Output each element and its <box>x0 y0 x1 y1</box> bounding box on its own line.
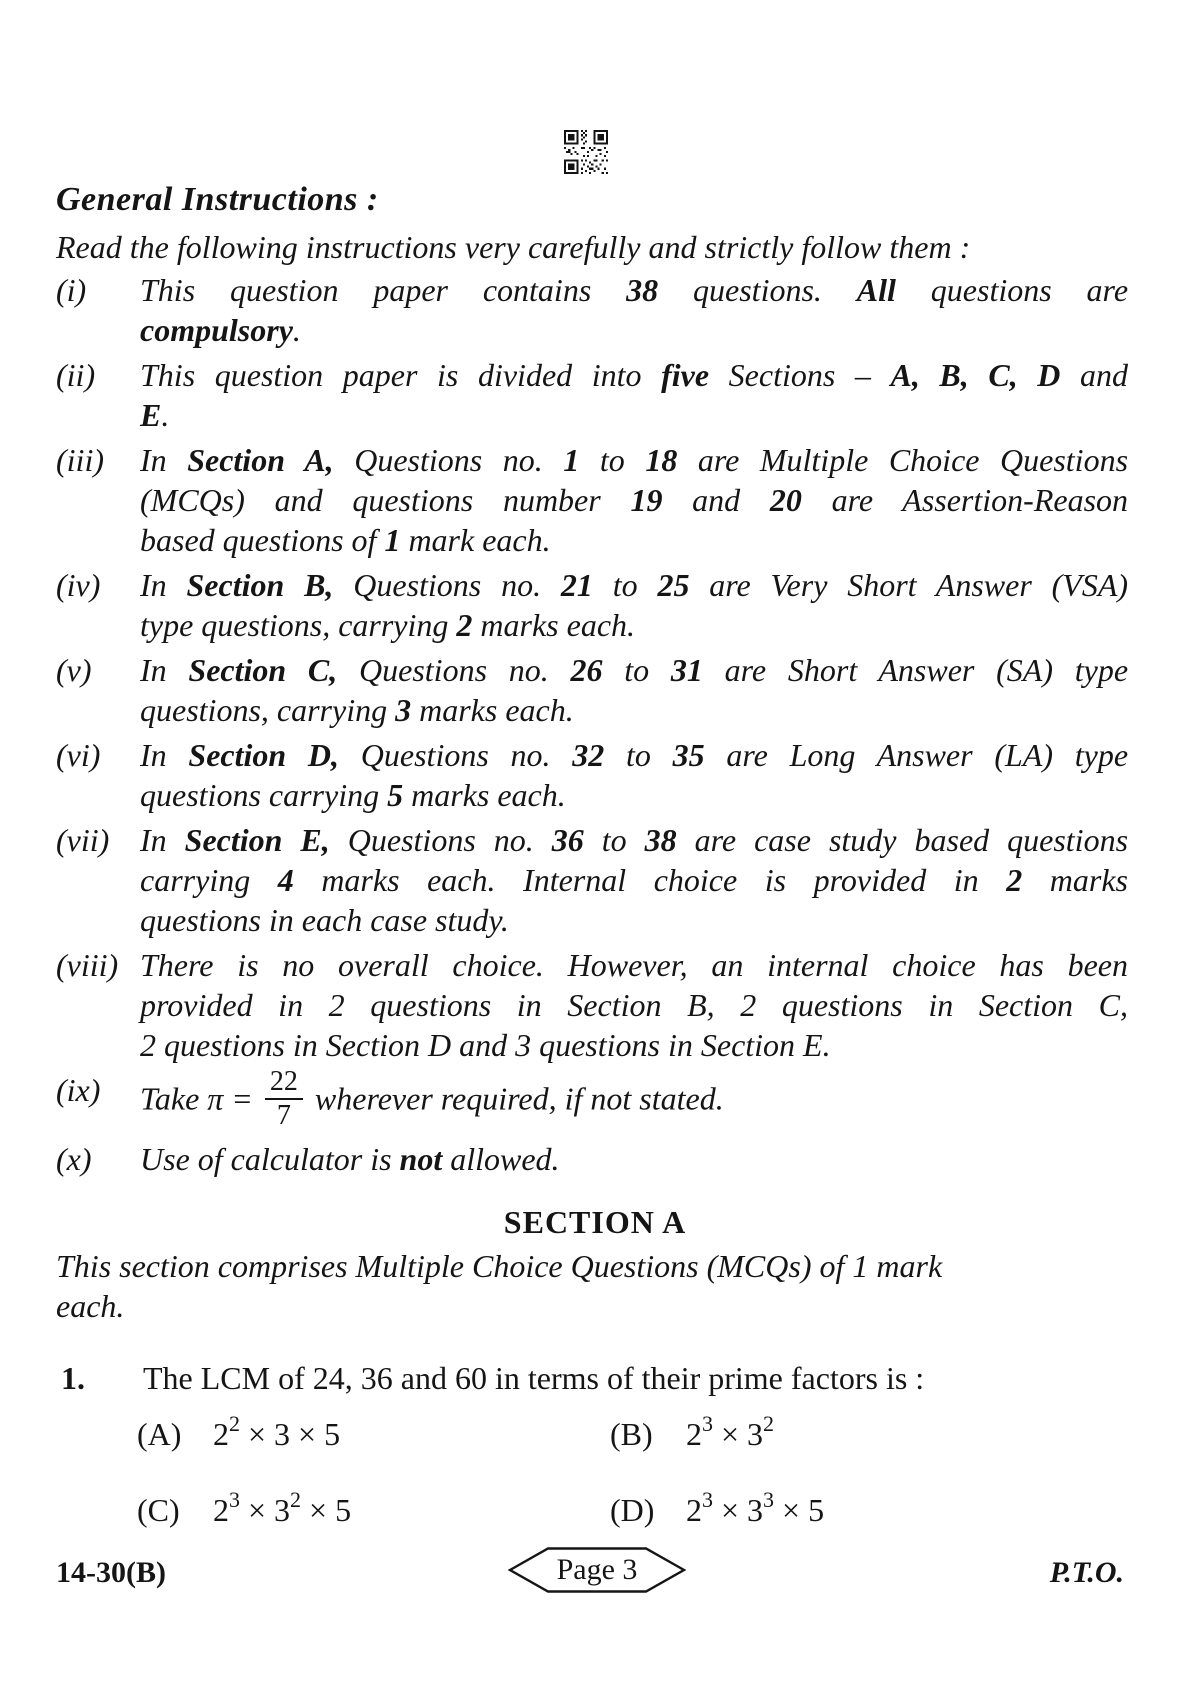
instruction-item <box>56 565 1129 645</box>
section-a-description <box>56 1246 1076 1326</box>
instruction-item-text: Take π = $\frac{22}{7}$ wherever required, if not stated. <box>140 1066 724 1131</box>
option-value: $2^3 \times 3^2 \times 5$ <box>213 1487 352 1528</box>
instruction-item <box>56 355 1128 435</box>
option-label: (A) <box>137 1416 182 1452</box>
instruction-item <box>56 270 1129 350</box>
option <box>137 1412 340 1460</box>
instruction-item-label: (viii) <box>56 947 119 983</box>
text-line: each. <box>56 1288 125 1324</box>
fraction: $\frac{22}{7}$ <box>265 1067 303 1131</box>
instruction-item-text: In Section C, Questions no. 26 to 31 are Short Answer (SA) type <box>140 652 1129 688</box>
instruction-item-text: carrying 4 marks each. Internal choice is provided in 2 marks <box>140 862 1129 898</box>
option <box>610 1488 824 1536</box>
instruction-item-label: (v) <box>56 652 92 688</box>
option-value: $2^3 \times 3^2$ <box>686 1411 775 1452</box>
option-value: $2^2 \times 3 \times 5$ <box>213 1411 341 1452</box>
instruction-item <box>56 1066 1128 1134</box>
instruction-item <box>56 440 1129 560</box>
instruction-item-label: (iii) <box>56 442 104 478</box>
page-badge-label: Page 3 <box>556 1553 638 1586</box>
instruction-item-text: Use of calculator is not allowed. <box>140 1141 560 1177</box>
question-number: 1. <box>61 1360 85 1396</box>
instruction-item-text: provided in 2 questions in Section B, 2 questions in Section C, <box>140 987 1128 1023</box>
instruction-item-label: (x) <box>56 1141 92 1177</box>
instruction-item-text: In Section D, Questions no. 32 to 35 are Long Answer (LA) type <box>140 737 1129 773</box>
instruction-item-label: (iv) <box>56 567 101 603</box>
instruction-item-text: In Section B, Questions no. 21 to 25 are Very Short Answer (VSA) <box>140 567 1129 603</box>
instruction-item-text: In Section E, Questions no. 36 to 38 are case study based questions <box>140 822 1129 858</box>
question-text: The LCM of 24, 36 and 60 in terms of their prime factors is : <box>143 1360 925 1396</box>
instruction-item <box>56 735 1129 815</box>
instruction-item-text: compulsory. <box>140 312 301 348</box>
instruction-item <box>56 650 1129 730</box>
option <box>137 1488 351 1536</box>
option-label: (C) <box>137 1492 180 1528</box>
general-instructions-intro: Read the following instructions very carefully and strictly follow them : <box>56 229 971 265</box>
instruction-item <box>56 945 1128 1065</box>
instruction-item <box>56 820 1129 940</box>
instruction-item-text: questions in each case study. <box>140 902 509 938</box>
instruction-item-text: based questions of 1 mark each. <box>140 522 551 558</box>
instruction-item-text: This question paper is divided into five Sections – A, B, C, D and <box>140 357 1128 393</box>
option-value: $2^3 \times 3^3 \times 5$ <box>686 1487 825 1528</box>
instruction-item-text: This question paper contains 38 questions. All questions are <box>140 272 1129 308</box>
instruction-item-text: In Section A, Questions no. 1 to 18 are Multiple Choice Questions <box>140 442 1129 478</box>
instruction-item-text: questions, carrying 3 marks each. <box>140 692 574 728</box>
instruction-item-label: (ix) <box>56 1072 101 1108</box>
instruction-item-text: There is no overall choice. However, an internal choice has been <box>140 947 1128 983</box>
instruction-item <box>56 1139 1128 1179</box>
instruction-item-label: (vii) <box>56 822 110 858</box>
instruction-item-text: E. <box>140 397 170 433</box>
option <box>610 1412 774 1460</box>
instruction-list <box>56 270 1129 1184</box>
option-label: (D) <box>610 1492 655 1528</box>
instruction-item-text: type questions, carrying 2 marks each. <box>140 607 636 643</box>
footer-pto: P.T.O. <box>1049 1556 1124 1589</box>
general-instructions-title: General Instructions : <box>56 181 379 218</box>
text-line: This section comprises Multiple Choice Questions (MCQs) of 1 mark <box>56 1248 943 1284</box>
instruction-item-label: (ii) <box>56 357 96 393</box>
section-a-title: SECTION A <box>503 1204 687 1240</box>
option-label: (B) <box>610 1416 653 1452</box>
page-badge <box>508 1547 686 1593</box>
instruction-item-text: (MCQs) and questions number 19 and 20 are Assertion-Reason <box>140 482 1129 518</box>
footer-paper-code: 14-30(B) <box>56 1556 166 1589</box>
instruction-item-label: (vi) <box>56 737 101 773</box>
instruction-item-text: questions carrying 5 marks each. <box>140 777 566 813</box>
qr-code-icon <box>564 129 608 175</box>
instruction-item-label: (i) <box>56 272 87 308</box>
instruction-item-text: 2 questions in Section D and 3 questions in Section E. <box>140 1027 831 1063</box>
